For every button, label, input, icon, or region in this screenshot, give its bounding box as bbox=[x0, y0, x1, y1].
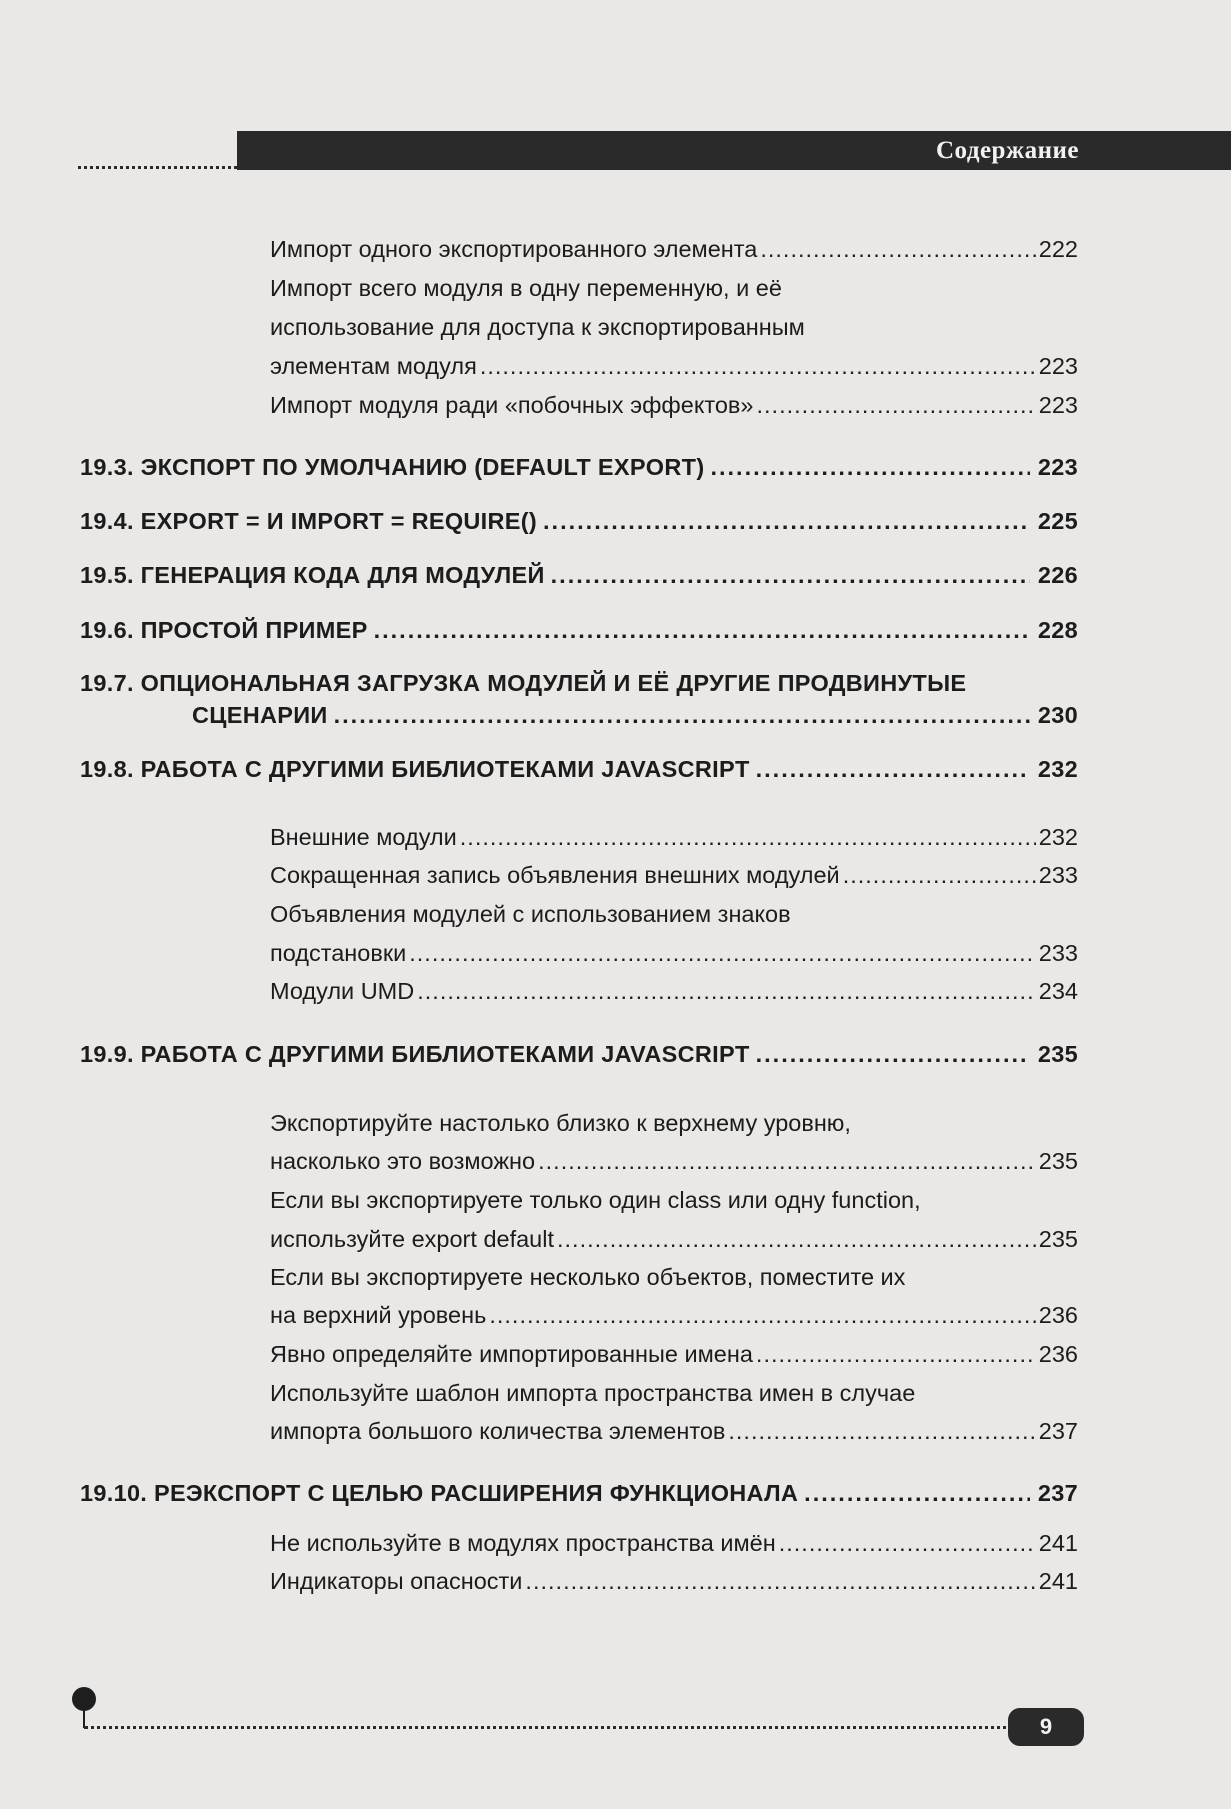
toc-entry-page: 222 bbox=[1038, 236, 1078, 262]
toc-entry-page: 235 bbox=[1038, 1148, 1078, 1174]
toc-section-title: 19.5. ГЕНЕРАЦИЯ КОДА ДЛЯ МОДУЛЕЙ bbox=[80, 562, 545, 588]
toc-entry bbox=[270, 353, 1078, 380]
toc-section bbox=[80, 508, 1078, 535]
toc-section bbox=[80, 756, 1078, 783]
toc-section-title: 19.10. РЕЭКСПОРТ С ЦЕЛЬЮ РАСШИРЕНИЯ ФУНКЦИОНАЛА bbox=[80, 1480, 799, 1506]
toc-section-page: 237 bbox=[1037, 1480, 1078, 1506]
toc-entry bbox=[270, 978, 1078, 1005]
toc-entry bbox=[270, 236, 1078, 263]
dot-leader bbox=[417, 978, 1036, 1005]
toc-section-page: 228 bbox=[1037, 617, 1078, 643]
toc-section-title: СЦЕНАРИИ bbox=[192, 702, 328, 728]
toc-section-page: 232 bbox=[1037, 756, 1078, 782]
toc-entry bbox=[270, 1148, 1078, 1175]
dot-leader bbox=[756, 1341, 1036, 1368]
toc-entry-title: Индикаторы опасности bbox=[270, 1568, 523, 1594]
dot-leader bbox=[525, 1568, 1035, 1595]
toc-section-title: 19.7. ОПЦИОНАЛЬНАЯ ЗАГРУЗКА МОДУЛЕЙ И ЕЁ ДРУГИЕ ПРОДВИНУТЫЕ bbox=[80, 670, 967, 696]
toc-entry-title: Явно определяйте импортированные имена bbox=[270, 1341, 753, 1367]
toc-section bbox=[80, 1041, 1078, 1068]
dot-leader bbox=[804, 1480, 1030, 1507]
dot-leader bbox=[460, 824, 1036, 851]
toc-entry-title: Внешние модули bbox=[270, 824, 457, 850]
toc-section-title: 19.6. ПРОСТОЙ ПРИМЕР bbox=[80, 617, 368, 643]
dot-leader bbox=[374, 617, 1030, 644]
toc-entry bbox=[270, 1530, 1078, 1557]
toc-entry-title: на верхний уровень bbox=[270, 1302, 487, 1328]
header-title: Содержание bbox=[935, 137, 1079, 164]
toc-entry-title: Модули UMD bbox=[270, 978, 415, 1004]
toc-entry-title: импорта большого количества элементов bbox=[270, 1418, 726, 1444]
dot-leader bbox=[756, 756, 1030, 783]
pin-stem bbox=[83, 1708, 85, 1728]
toc-entry-title: Не используйте в модулях пространства имён bbox=[270, 1530, 776, 1556]
header-dotted-rule bbox=[78, 166, 237, 169]
dot-leader bbox=[480, 353, 1036, 380]
dot-leader bbox=[543, 508, 1030, 535]
dot-leader bbox=[779, 1530, 1036, 1557]
dot-leader bbox=[409, 940, 1036, 967]
toc-entry-title: Импорт модуля ради «побочных эффектов» bbox=[270, 392, 754, 418]
toc-entry-title: Сокращенная запись объявления внешних модулей bbox=[270, 862, 840, 888]
toc-section-title: 19.4. EXPORT = И IMPORT = REQUIRE() bbox=[80, 508, 538, 534]
dot-leader bbox=[334, 702, 1030, 729]
dot-leader bbox=[551, 562, 1030, 589]
dot-leader bbox=[489, 1302, 1035, 1329]
toc-entry-line: Если вы экспортируете только один class или одну function, bbox=[270, 1187, 921, 1213]
page-number-badge: 9 bbox=[1008, 1708, 1084, 1746]
dot-leader bbox=[756, 1041, 1030, 1068]
toc-section-page: 226 bbox=[1037, 562, 1078, 588]
toc-section-title: 19.8. РАБОТА С ДРУГИМИ БИБЛИОТЕКАМИ JAVASCRIPT bbox=[80, 756, 750, 782]
toc-entry-line: Если вы экспортируете несколько объектов, поместите их bbox=[270, 1264, 906, 1290]
toc-entry bbox=[270, 940, 1078, 967]
toc-section-page: 230 bbox=[1037, 702, 1078, 728]
toc-entry-title: подстановки bbox=[270, 940, 407, 966]
dot-leader bbox=[538, 1148, 1036, 1175]
toc-entry bbox=[270, 1418, 1078, 1445]
toc-entry bbox=[270, 1302, 1078, 1329]
toc-entry-page: 223 bbox=[1038, 392, 1078, 418]
toc-entry bbox=[270, 1568, 1078, 1595]
toc-entry bbox=[270, 392, 1078, 419]
dot-leader bbox=[728, 1418, 1035, 1445]
toc-entry-line: Используйте шаблон импорта пространства имен в случае bbox=[270, 1380, 916, 1406]
header-bar bbox=[237, 131, 1231, 170]
dot-leader bbox=[760, 236, 1035, 263]
dot-leader bbox=[843, 862, 1036, 889]
toc-entry-page: 233 bbox=[1038, 862, 1078, 888]
toc-entry-line: Объявления модулей с использованием знаков bbox=[270, 901, 791, 927]
toc-section-title: 19.3. ЭКСПОРТ ПО УМОЛЧАНИЮ (DEFAULT EXPORT) bbox=[80, 454, 705, 480]
toc-entry bbox=[270, 862, 1078, 889]
toc-section bbox=[192, 702, 1078, 729]
toc-entry-line: Импорт всего модуля в одну переменную, и её bbox=[270, 275, 782, 301]
toc-entry-page: 241 bbox=[1038, 1568, 1078, 1594]
footer-dotted-rule bbox=[84, 1726, 1014, 1729]
toc-entry-page: 236 bbox=[1038, 1341, 1078, 1367]
toc-entry-title: элементам модуля bbox=[270, 353, 477, 379]
toc-section-page: 225 bbox=[1037, 508, 1078, 534]
toc-entry-page: 241 bbox=[1038, 1530, 1078, 1556]
toc-entry-title: используйте export default bbox=[270, 1226, 554, 1252]
toc-section bbox=[80, 562, 1078, 589]
dot-leader bbox=[557, 1226, 1036, 1253]
dot-leader bbox=[756, 392, 1035, 419]
toc-entry bbox=[270, 1341, 1078, 1368]
toc-section-title: 19.9. РАБОТА С ДРУГИМИ БИБЛИОТЕКАМИ JAVASCRIPT bbox=[80, 1041, 750, 1067]
toc-entry-page: 237 bbox=[1038, 1418, 1078, 1444]
toc-entry-line: использование для доступа к экспортированным bbox=[270, 314, 805, 340]
toc-section-page: 223 bbox=[1037, 454, 1078, 480]
toc-entry-title: насколько это возможно bbox=[270, 1148, 536, 1174]
toc-section bbox=[80, 617, 1078, 644]
toc-entry-title: Импорт одного экспортированного элемента bbox=[270, 236, 758, 262]
toc-section bbox=[80, 454, 1078, 481]
toc-entry-page: 235 bbox=[1038, 1226, 1078, 1252]
toc-entry bbox=[270, 824, 1078, 851]
toc-section-page: 235 bbox=[1037, 1041, 1078, 1067]
dot-leader bbox=[710, 454, 1029, 481]
toc-entry-page: 233 bbox=[1038, 940, 1078, 966]
toc-entry-page: 232 bbox=[1038, 824, 1078, 850]
toc-entry-page: 236 bbox=[1038, 1302, 1078, 1328]
toc-entry-line: Экспортируйте настолько близко к верхнему уровню, bbox=[270, 1110, 851, 1136]
toc-entry-page: 234 bbox=[1038, 978, 1078, 1004]
toc-entry-page: 223 bbox=[1038, 353, 1078, 379]
toc-entry bbox=[270, 1226, 1078, 1253]
toc-section bbox=[80, 1480, 1078, 1507]
